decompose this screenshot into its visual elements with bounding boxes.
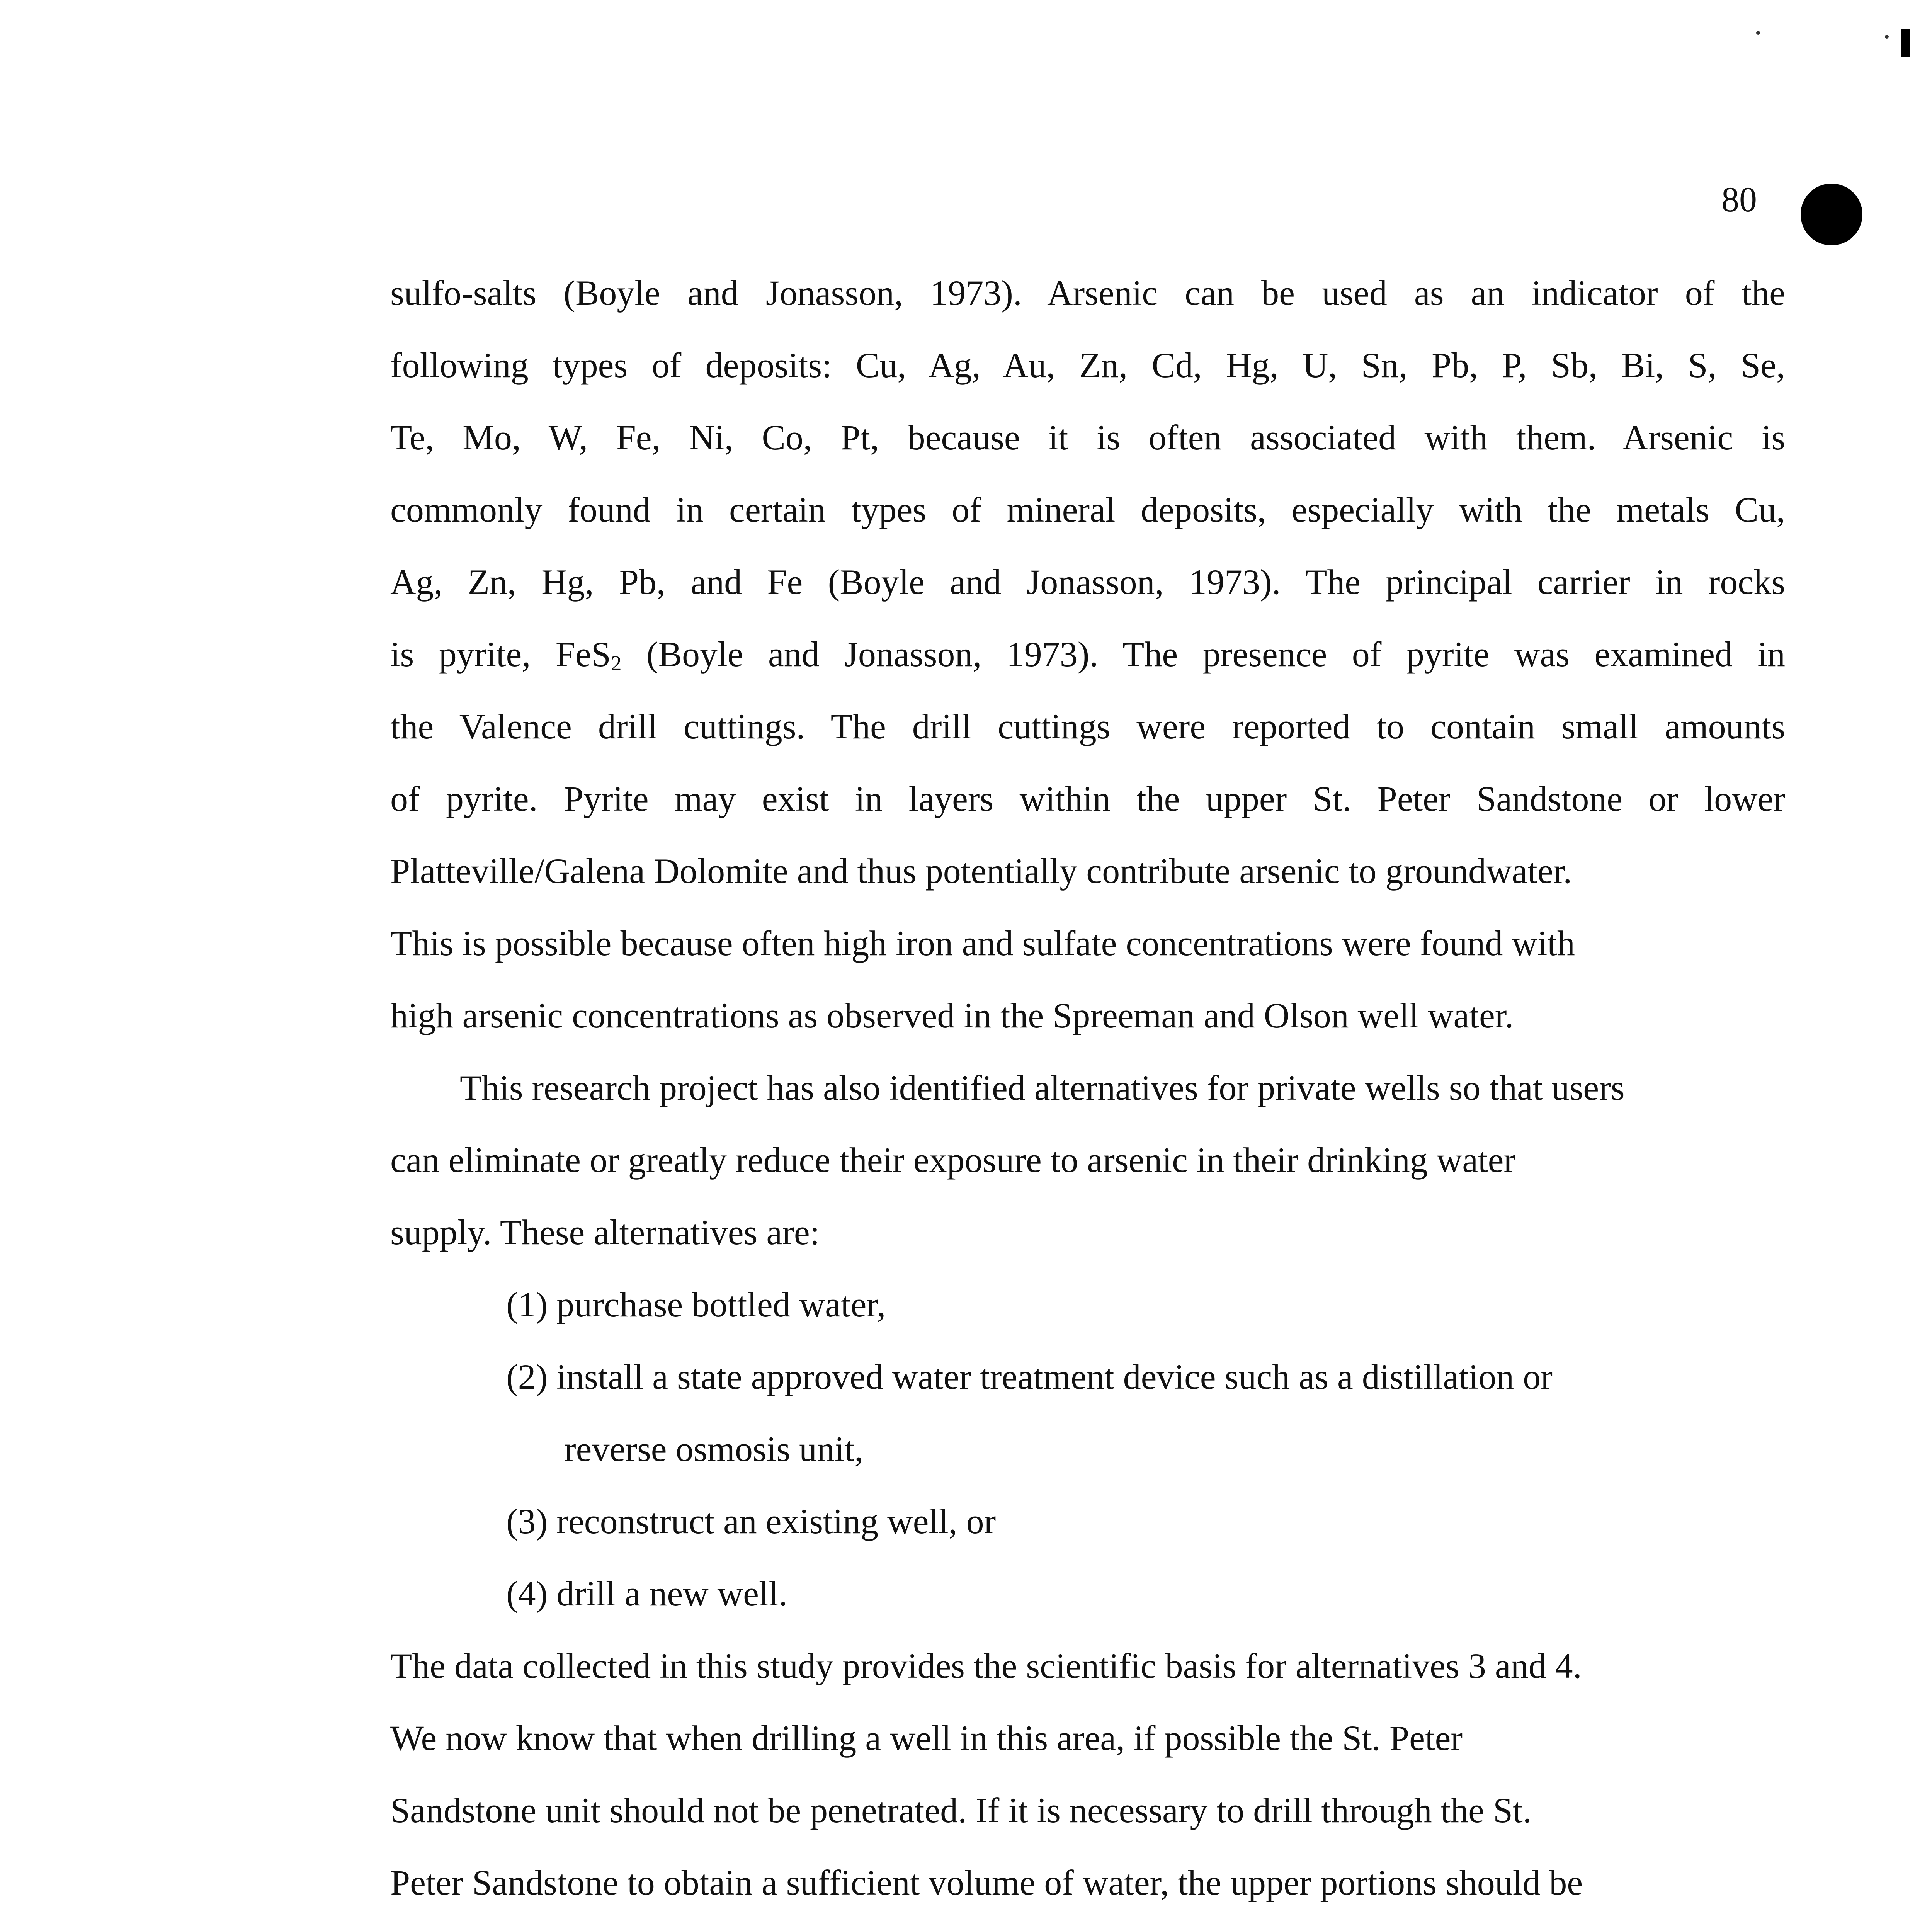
list-item: (4) drill a new well.	[506, 1574, 788, 1613]
scan-speck	[1756, 31, 1760, 35]
text-line: Sandstone unit should not be penetrated. If it is necessary to drill through the St.	[390, 1791, 1532, 1830]
list-item: (3) reconstruct an existing well, or	[506, 1502, 996, 1541]
text-line: We now know that when drilling a well in this area, if possible the St. Peter	[390, 1718, 1463, 1758]
text-line: can eliminate or greatly reduce their exposure to arsenic in their drinking water	[390, 1140, 1516, 1180]
text-line: commonly found in certain types of mineral deposits, especially with the metals Cu,	[390, 490, 1785, 529]
text-line: Platteville/Galena Dolomite and thus potentially contribute arsenic to groundwater.	[390, 851, 1572, 891]
list-item-continuation: reverse osmosis unit,	[564, 1429, 864, 1469]
text-line: supply. These alternatives are:	[390, 1213, 820, 1252]
text-line: the Valence drill cuttings. The drill cuttings were reported to contain small amounts	[390, 707, 1785, 746]
list-item: (1) purchase bottled water,	[506, 1285, 886, 1324]
text-line	[390, 1919, 1785, 1932]
text-fragment: is pyrite, FeS	[390, 634, 611, 674]
text-fragment: (Boyle and Jonasson, 1973). The presence of pyrite was examined in	[621, 634, 1785, 674]
text-line: This research project has also identified alternatives for private wells so that users	[460, 1068, 1625, 1107]
subscript: 2	[611, 651, 622, 675]
text-line: This is possible because often high iron and sulfate concentrations were found with	[390, 923, 1575, 963]
text-line: Te, Mo, W, Fe, Ni, Co, Pt, because it is often associated with them. Arsenic is	[390, 418, 1785, 457]
text-line: of pyrite. Pyrite may exist in layers within the upper St. Peter Sandstone or lower	[390, 779, 1785, 818]
text-line-pyrite	[390, 618, 1785, 690]
page-number: 80	[1721, 180, 1757, 219]
text-line: The data collected in this study provides the scientific basis for alternatives 3 and 4.	[390, 1646, 1582, 1685]
text-line: Ag, Zn, Hg, Pb, and Fe (Boyle and Jonasson, 1973). The principal carrier in rocks	[390, 562, 1785, 602]
text-line: high arsenic concentrations as observed in the Spreeman and Olson well water.	[390, 996, 1514, 1035]
body-text	[390, 257, 1785, 1932]
list-item: (2) install a state approved water treatment device such as a distillation or	[506, 1357, 1553, 1396]
scan-speck	[1885, 35, 1889, 39]
text-line: following types of deposits: Cu, Ag, Au, Zn, Cd, Hg, U, Sn, Pb, P, Sb, Bi, S, Se,	[390, 345, 1785, 385]
text-line: Peter Sandstone to obtain a sufficient volume of water, the upper portions should be	[390, 1863, 1583, 1902]
text-line: sulfo-salts (Boyle and Jonasson, 1973). Arsenic can be used as an indicator of the	[390, 273, 1785, 313]
punch-hole-top	[1801, 184, 1862, 245]
scan-edge-mark	[1901, 29, 1910, 57]
